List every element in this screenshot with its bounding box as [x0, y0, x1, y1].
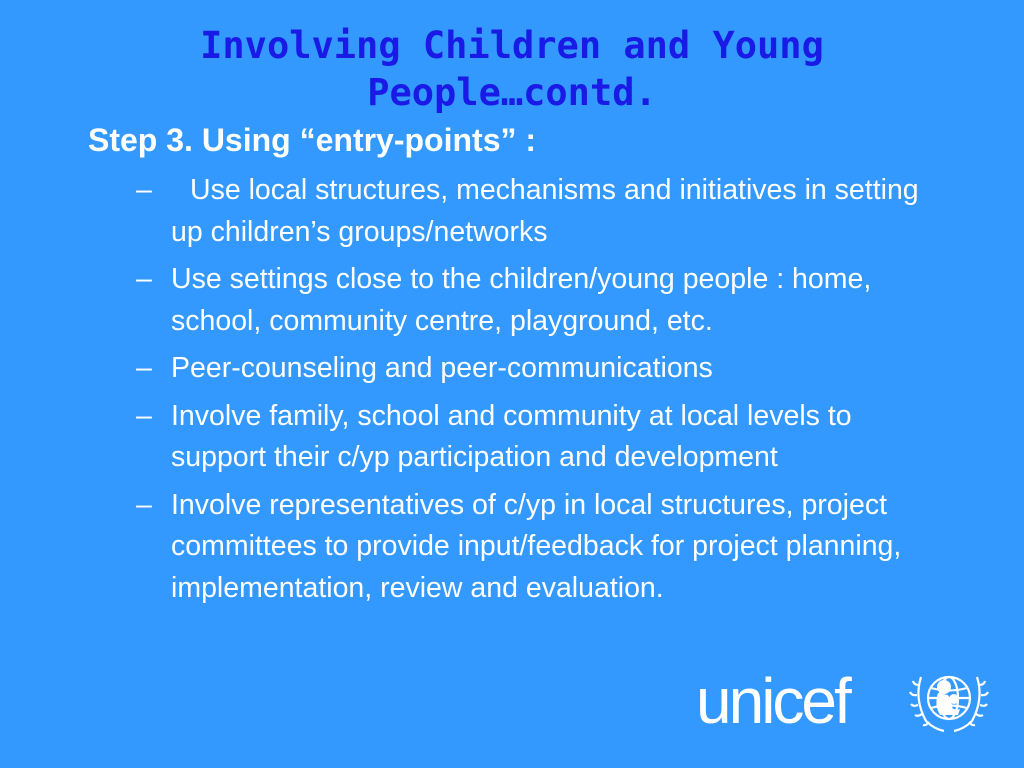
bullet-item-settings [136, 259, 946, 342]
bullet-item-representatives [136, 485, 946, 610]
bullet-text: Involve representatives of c/yp in local structures, project committees to provide input/feedback for project planning, implementation, review and evaluation. [171, 488, 902, 604]
unicef-emblem-icon [908, 665, 990, 737]
dash-marker: – [136, 488, 152, 521]
bullet-text: Involve family, school and community at local levels to support their c/yp participation and development [171, 399, 852, 473]
dash-marker: – [136, 352, 152, 384]
slide-title: Involving Children and Young People…contd. [200, 24, 824, 114]
unicef-wordmark: unicef [696, 665, 849, 737]
dash-marker: – [136, 174, 152, 206]
bullet-item-peer-counseling [136, 348, 946, 390]
bullet-text: Use settings close to the children/young people : home, school, community centre, playground, etc. [171, 263, 872, 337]
bullet-text: Peer-counseling and peer-communications [171, 352, 713, 384]
dash-marker: – [136, 263, 152, 295]
bullet-item-involve-family [136, 396, 946, 479]
unicef-logo [696, 665, 994, 737]
bullet-item-local-structures [136, 170, 946, 253]
step-heading: Step 3. Using “entry-points” : [88, 122, 537, 158]
bullet-text: Use local structures, mechanisms and initiatives in setting up children’s groups/networks [171, 174, 919, 248]
bullet-list [136, 170, 946, 615]
dash-marker: – [136, 399, 152, 432]
